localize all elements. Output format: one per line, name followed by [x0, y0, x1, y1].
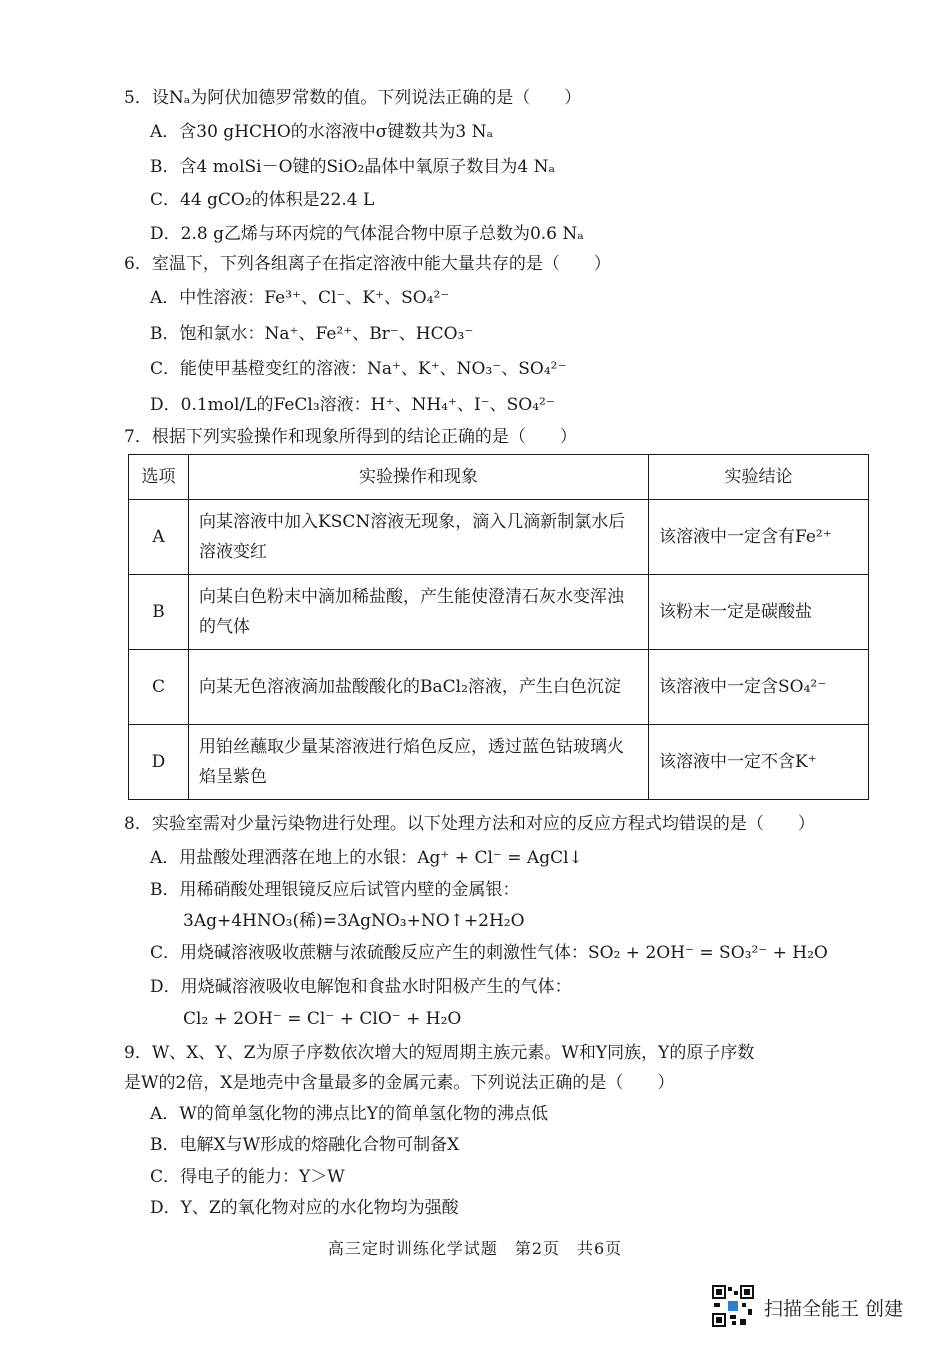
q8-option-d-equation: Cl₂ + 2OH⁻ = Cl⁻ + ClO⁻ + H₂O: [183, 1009, 462, 1029]
page-footer: 高三定时训练化学试题 第2页 共6页: [327, 1239, 623, 1258]
q8-option-a: A．用盐酸处理洒落在地上的水银：Ag⁺ + Cl⁻ = AgCl↓: [150, 848, 583, 868]
table-header-row: [129, 455, 869, 500]
q8-option-b-equation: 3Ag+4HNO₃(稀)=3AgNO₃+NO↑+2H₂O: [183, 911, 525, 931]
row-key: C: [129, 650, 189, 725]
q5-option-a: A．含30 gHCHO的水溶液中σ键数共为3 Nₐ: [150, 122, 494, 142]
q9-option-a: A．W的简单氢化物的沸点比Y的简单氢化物的沸点低: [150, 1104, 548, 1124]
q8-option-c: C．用烧碱溶液吸收蔗糖与浓硫酸反应产生的刺激性气体：SO₂ + 2OH⁻ = SO₃²⁻ + H₂O: [150, 943, 828, 963]
row-operation: 向某无色溶液滴加盐酸酸化的BaCl₂溶液，产生白色沉淀: [189, 650, 649, 725]
row-conclusion: 该粉末一定是碳酸盐: [649, 575, 869, 650]
q9-option-d: D．Y、Z的氧化物对应的水化物均为强酸: [150, 1198, 459, 1218]
row-operation: 向某白色粉末中滴加稀盐酸，产生能使澄清石灰水变浑浊的气体: [189, 575, 649, 650]
row-operation: 用铂丝蘸取少量某溶液进行焰色反应，透过蓝色钴玻璃火焰呈紫色: [189, 725, 649, 800]
q5-option-b: B．含4 molSi－O键的SiO₂晶体中氧原子数目为4 Nₐ: [150, 157, 556, 177]
table-row: [129, 575, 869, 650]
q7-stem: 7．根据下列实验操作和现象所得到的结论正确的是（ ）: [124, 427, 577, 447]
row-conclusion: 该溶液中一定不含K⁺: [649, 725, 869, 800]
header-conclusion: 实验结论: [649, 455, 869, 500]
row-conclusion: 该溶液中一定含SO₄²⁻: [649, 650, 869, 725]
header-option: 选项: [129, 455, 189, 500]
q5-option-d: D．2.8 g乙烯与环丙烷的气体混合物中原子总数为0.6 Nₐ: [150, 224, 584, 244]
table-row: [129, 500, 869, 575]
experiment-table: [128, 454, 869, 800]
row-key: A: [129, 500, 189, 575]
q9-stem-line1: 9．W、X、Y、Z为原子序数依次增大的短周期主族元素。W和Y同族，Y的原子序数: [124, 1043, 755, 1063]
table-row: [129, 725, 869, 800]
row-key: D: [129, 725, 189, 800]
row-key: B: [129, 575, 189, 650]
q9-stem-line2: 是W的2倍，X是地壳中含量最多的金属元素。下列说法正确的是（ ）: [124, 1073, 675, 1093]
q6-option-a: A．中性溶液：Fe³⁺、Cl⁻、K⁺、SO₄²⁻: [150, 288, 450, 308]
q8-stem: 8．实验室需对少量污染物进行处理。以下处理方法和对应的反应方程式均错误的是（ ）: [124, 814, 815, 834]
q6-option-d: D．0.1mol/L的FeCl₃溶液：H⁺、NH₄⁺、I⁻、SO₄²⁻: [150, 395, 555, 415]
q9-option-c: C．得电子的能力：Y＞W: [150, 1167, 345, 1187]
q5-stem: 5．设Nₐ为阿伏加德罗常数的值。下列说法正确的是（ ）: [124, 88, 582, 108]
table-row: [129, 650, 869, 725]
q5-option-c: C．44 gCO₂的体积是22.4 L: [150, 190, 375, 210]
row-conclusion: 该溶液中一定含有Fe²⁺: [649, 500, 869, 575]
row-operation: 向某溶液中加入KSCN溶液无现象，滴入几滴新制氯水后溶液变红: [189, 500, 649, 575]
header-operation: 实验操作和现象: [189, 455, 649, 500]
q8-option-b: B．用稀硝酸处理银镜反应后试管内壁的金属银：: [150, 880, 520, 900]
q8-option-d: D．用烧碱溶液吸收电解饱和食盐水时阳极产生的气体：: [150, 977, 572, 997]
q6-stem: 6．室温下，下列各组离子在指定溶液中能大量共存的是（ ）: [124, 254, 611, 274]
q6-option-c: C．能使甲基橙变红的溶液：Na⁺、K⁺、NO₃⁻、SO₄²⁻: [150, 359, 567, 379]
scanner-watermark: 扫描全能王 创建: [764, 1298, 904, 1320]
q6-option-b: B．饱和氯水：Na⁺、Fe²⁺、Br⁻、HCO₃⁻: [150, 324, 474, 344]
qr-code-icon: [712, 1285, 754, 1327]
q9-option-b: B．电解X与W形成的熔融化合物可制备X: [150, 1135, 460, 1155]
